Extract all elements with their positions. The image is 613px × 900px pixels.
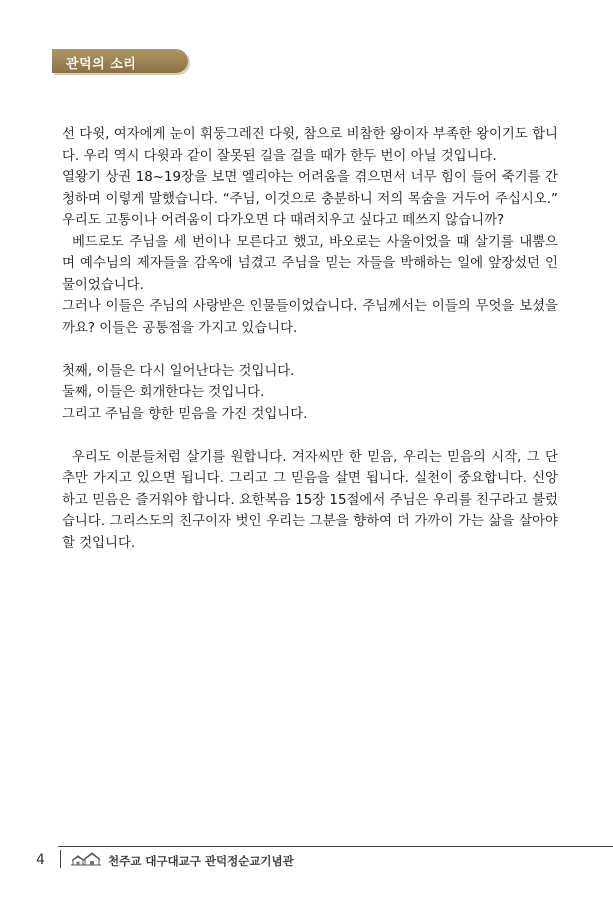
page-number: 4: [36, 852, 45, 868]
paragraph-spacer: [62, 425, 558, 447]
paragraph-conclusion: 우리도 이분들처럼 살기를 원합니다. 겨자씨만 한 믿음, 우리는 믿음의 시작, 그 단추만 가지고 있으면 됩니다. 그리고 그 믿음을 살면 됩니다. 실천이 중요합니다. 신앙하고 믿음은 즐거워야 합니다. 요한복음 15장 15절에서 주님은 우리를 친구라고 불렀습니다. 그리스도의 친구이자 벗인 우리는 그분을 향하여 더 가까이 가는 삶을 살아야 할 것입니다.: [62, 449, 558, 551]
martyrs-shrine-logo-icon: [70, 851, 102, 867]
paragraph-david: 선 다윗, 여자에게 눈이 휘둥그레진 다윗, 참으로 비참한 왕이자 부족한 왕이기도 합니다. 우리 역시 다윗과 같이 잘못된 길을 걸을 때가 한두 번이 아닐 것입니다.: [62, 127, 558, 164]
section-title: 관덕의 소리: [66, 57, 137, 72]
footer-divider: [58, 846, 613, 847]
footer-organization: 천주교 대구대교구 관덕정순교기념관: [108, 854, 294, 868]
paragraph-beloved: 그러나 이들은 주님의 사랑받은 인물들이었습니다. 주님께서는 이들의 무엇을 보셨을까요? 이들은 공통점을 가지고 있습니다.: [62, 299, 558, 336]
list-item-second: 둘째, 이들은 회개한다는 것입니다.: [62, 385, 265, 400]
paragraph-elijah: 열왕기 상권 18~19장을 보면 엘리야는 어려움을 겪으면서 너무 힘이 들어 죽기를 간청하며 이렇게 말했습니다. “주님, 이것으로 충분하니 저의 목숨을 거두어 주십시오.” 우리도 고통이나 어려움이 다가오면 다 때려치우고 싶다고 떼쓰지 않습니까?: [62, 170, 558, 228]
list-item-third: 그리고 주님을 향한 믿음을 가진 것입니다.: [62, 406, 308, 422]
list-item-first: 첫째, 이들은 다시 일어난다는 것입니다.: [62, 363, 295, 379]
paragraph-peter-paul: 베드로도 주님을 세 번이나 모른다고 했고, 바오로는 사울이었을 때 살기를 내뿜으며 예수님의 제자들을 감옥에 넘겼고 주님을 믿는 자들을 박해하는 일에 앞장섰던 인물이었습니다.: [62, 234, 558, 293]
footer-tick-divider: [60, 850, 61, 868]
article-body: [62, 124, 558, 554]
paragraph-spacer: [62, 339, 558, 361]
section-tab: [52, 49, 188, 73]
